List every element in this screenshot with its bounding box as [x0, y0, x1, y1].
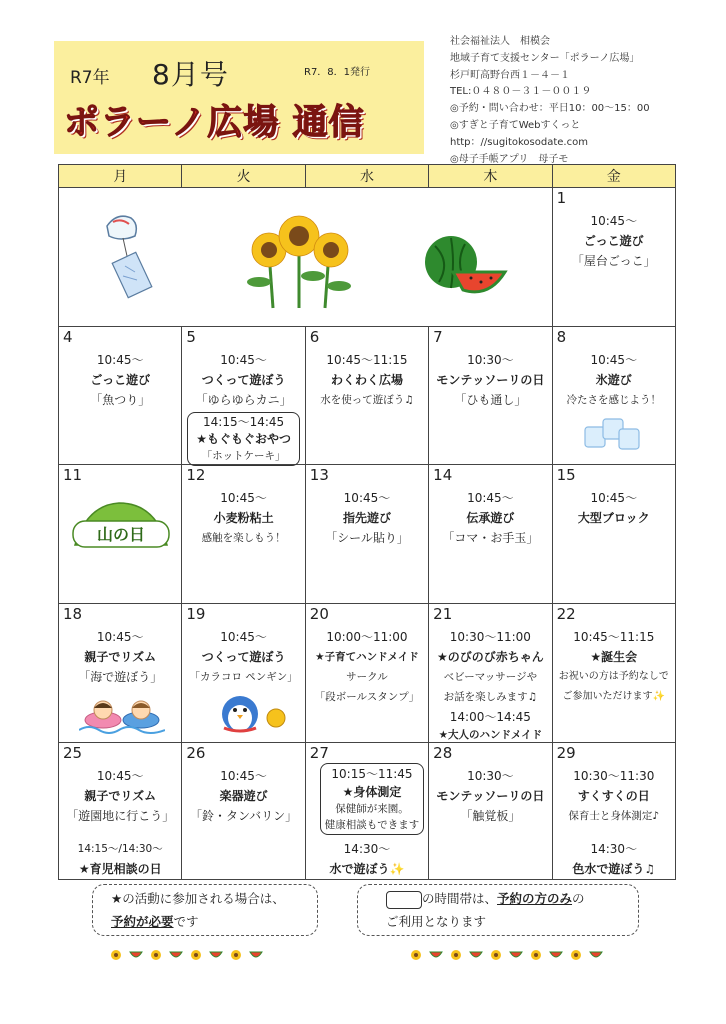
event-time: 10:45～11:15	[326, 353, 408, 367]
slot-time: 14:15～14:45	[203, 415, 285, 429]
event-time: 10:45～	[467, 491, 514, 505]
slot-desc-cont: 健康相談もできます	[324, 819, 420, 831]
org-line: ◎予約・問い合わせ：平日10：00～15：00	[450, 103, 650, 115]
event-desc: 「屋台ごっこ」	[571, 254, 656, 268]
reservation-slot	[187, 412, 299, 466]
issue-date: R7．8．1発行	[304, 67, 371, 78]
day-18	[59, 604, 182, 743]
weekday-fri: 金	[552, 165, 675, 188]
event-title: 氷遊び	[595, 373, 632, 387]
event-time: 10:45～	[590, 491, 638, 505]
org-line: 地域子育て支援センター「ポラーノ広場」	[450, 52, 640, 64]
weekday-thu: 木	[429, 165, 552, 188]
event-time-2: 14:00～14:45	[449, 710, 531, 724]
event-desc: 「ゆらゆらカニ」	[195, 393, 292, 407]
day-number: 22	[556, 605, 576, 623]
event-desc: 「触覚板」	[460, 809, 521, 823]
org-line: ◎母子手帳アプリ 母子モ	[450, 153, 569, 165]
org-line: 杉戸町高野台西１－４－１	[450, 69, 570, 81]
day-number: 28	[433, 744, 453, 762]
event-time: 10:45～	[220, 630, 267, 644]
event-time: 10:45～	[590, 214, 638, 228]
event-time: 10:30～	[467, 353, 514, 367]
day-number: 8	[556, 328, 567, 346]
day-number: 11	[63, 466, 83, 484]
event-desc: 「魚つり」	[90, 393, 151, 407]
day-27	[305, 743, 428, 880]
day-number: 14	[433, 466, 453, 484]
event-desc: 感触を楽しもう！	[201, 532, 286, 544]
kids-swimming-illustration	[79, 690, 165, 734]
event-title: ★誕生会	[590, 650, 638, 664]
day-14	[429, 465, 552, 604]
event-time: 10:45～	[96, 353, 144, 367]
day-11	[59, 465, 182, 604]
event-title-2: 色水で遊ぼう♫	[572, 862, 656, 876]
note-right-tail: の	[572, 891, 585, 906]
day-number: 13	[309, 466, 329, 484]
penguin-illustration	[210, 688, 290, 734]
reservation-note-left	[92, 884, 318, 936]
day-29	[552, 743, 675, 880]
event-title: 指先遊び	[342, 511, 391, 525]
event-title: モンテッソーリの日	[436, 789, 545, 803]
event-time: 10:30～11:30	[573, 769, 655, 783]
event-title: 楽器遊び	[219, 789, 268, 803]
slot-title: ★もぐもぐおやつ	[196, 432, 291, 446]
day-number: 20	[309, 605, 329, 623]
day-number: 7	[433, 328, 443, 346]
slot-desc: 保健師が来園。	[335, 803, 409, 815]
org-url: http：//sugitokosodate.com	[450, 136, 588, 148]
note-left-tail: です	[173, 914, 199, 929]
event-desc: 冷たさを感じよう！	[566, 394, 662, 406]
issue-year: R7年	[70, 68, 110, 88]
event-desc: 「海で遊ぼう」	[78, 670, 163, 684]
event-time: 10:45～	[220, 353, 267, 367]
weekday-tue: 火	[182, 165, 305, 188]
event-desc: 「段ボールスタンプ」	[314, 691, 420, 703]
event-time: 10:30～	[467, 769, 514, 783]
day-number: 25	[63, 744, 83, 762]
org-line: ◎すぎと子育てWebすくっと	[450, 119, 581, 131]
event-desc: 水を使って遊ぼう♫	[320, 394, 414, 406]
event-time: 10:45～	[590, 353, 638, 367]
day-number: 4	[63, 328, 73, 346]
day-number: 1	[556, 189, 567, 207]
day-number: 15	[556, 466, 576, 484]
ice-cubes-illustration	[579, 413, 645, 453]
event-desc: 「コマ・お手玉」	[442, 531, 539, 545]
day-number: 12	[186, 466, 206, 484]
event-desc: 「遊園地に行こう」	[66, 809, 175, 823]
weekday-mon: 月	[59, 165, 182, 188]
note-right-emph: 予約の方のみ	[497, 891, 573, 906]
sunflower-illustration	[239, 212, 359, 312]
watermelon-illustration	[419, 232, 509, 302]
day-28	[429, 743, 552, 880]
wind-chime-illustration	[95, 208, 165, 308]
reservation-note-right	[357, 884, 639, 936]
day-12	[182, 465, 305, 604]
event-title: わくわく広場	[330, 373, 403, 387]
event-time: 10:45～	[220, 491, 267, 505]
calendar	[58, 164, 676, 880]
event-title: 親子でリズム	[84, 650, 157, 664]
event-time: 10:45～	[220, 769, 267, 783]
weekday-wed: 水	[305, 165, 428, 188]
event-title: 小麦粉粘土	[213, 511, 274, 525]
event-desc: ベビーマッサージや	[443, 671, 538, 683]
day-21	[429, 604, 552, 743]
note-right-line2: ご利用となります	[386, 914, 487, 929]
event-title: ★のびのび赤ちゃん	[436, 650, 544, 664]
day-number: 21	[433, 605, 453, 623]
day-20	[305, 604, 428, 743]
reservation-slot	[320, 763, 424, 835]
event-time: 10:30～11:00	[449, 630, 531, 644]
event-time-2: 14:30～	[343, 842, 391, 856]
event-desc: 保育士と身体測定♪	[568, 810, 660, 822]
event-title: つくって遊ぼう	[201, 373, 286, 387]
org-line: TEL:０４８０－３１－００１９	[450, 86, 592, 98]
day-25	[59, 743, 182, 880]
event-time: 10:45～	[96, 769, 144, 783]
day-13	[305, 465, 428, 604]
day-number: 19	[186, 605, 206, 623]
boxed-time-sample	[386, 891, 422, 909]
day-1	[552, 188, 675, 327]
day-number: 18	[63, 605, 83, 623]
event-time-2: 14:30～	[590, 842, 638, 856]
event-desc: 「ひも通し」	[454, 393, 527, 407]
event-title: すくすくの日	[577, 789, 650, 803]
event-title-2: ★育児相談の日	[78, 862, 162, 876]
day-6	[305, 327, 428, 465]
event-desc: お祝いの方は予約なしで	[558, 671, 669, 682]
organization-info	[450, 34, 650, 168]
event-desc-cont: ご参加いただけます✨	[562, 691, 665, 702]
day-number: 27	[309, 744, 329, 762]
day-8	[552, 327, 675, 465]
event-time: 10:45～	[343, 491, 391, 505]
event-desc-cont: お話を楽しみます♫	[443, 691, 538, 703]
day-number: 5	[186, 328, 196, 346]
event-desc: 「鈴・タンバリン」	[190, 809, 298, 823]
decorative-border-right	[408, 948, 604, 962]
event-desc: 「カラコロ ペンギン」	[189, 671, 298, 683]
mountain-day-label: 山の日	[96, 525, 146, 544]
day-number: 26	[186, 744, 206, 762]
event-title-cont: サークル	[346, 671, 388, 683]
event-title: ごっこ遊び	[583, 234, 644, 248]
day-4	[59, 327, 182, 465]
event-title: 親子でリズム	[84, 789, 157, 803]
day-15	[552, 465, 675, 604]
event-time: 10:45～11:15	[573, 630, 655, 644]
event-title: ★子育てハンドメイド	[315, 651, 419, 663]
event-desc: 「シール貼り」	[325, 531, 409, 545]
title-box	[54, 41, 424, 154]
event-title-2: ★大人のハンドメイド	[438, 729, 543, 741]
newsletter-title: ポラーノ広場 通信	[64, 103, 365, 143]
day-number: 29	[556, 744, 576, 762]
day-22	[552, 604, 675, 743]
note-left-emph: 予約が必要	[111, 914, 174, 929]
slot-desc: 「ホットケーキ」	[201, 450, 286, 462]
note-left-line1: ★の活動に参加される場合は、	[111, 891, 285, 906]
day-7	[429, 327, 552, 465]
event-title: ごっこ遊び	[90, 373, 151, 387]
mountain-day-badge	[69, 495, 173, 555]
note-right-mid: の時間帯は、	[422, 891, 498, 906]
decorative-border-left	[108, 948, 264, 962]
event-title: 伝承遊び	[466, 511, 515, 525]
day-5	[182, 327, 305, 465]
org-line: 社会福祉法人 相模会	[450, 36, 550, 47]
slot-time: 10:15～11:45	[331, 767, 413, 781]
event-time-2: 14:15～/14:30～	[77, 843, 163, 855]
event-time: 10:00～11:00	[326, 630, 408, 644]
slot-title: ★身体測定	[342, 785, 402, 799]
day-19	[182, 604, 305, 743]
event-title: 大型ブロック	[577, 511, 650, 525]
event-time: 10:45～	[96, 630, 144, 644]
day-26	[182, 743, 305, 880]
event-title-2: 水で遊ぼう✨	[329, 862, 405, 876]
issue-month: 8月号	[152, 58, 229, 91]
event-title: つくって遊ぼう	[201, 650, 286, 664]
event-title: モンテッソーリの日	[436, 373, 545, 387]
summer-illustrations	[59, 188, 553, 327]
day-number: 6	[309, 328, 320, 346]
